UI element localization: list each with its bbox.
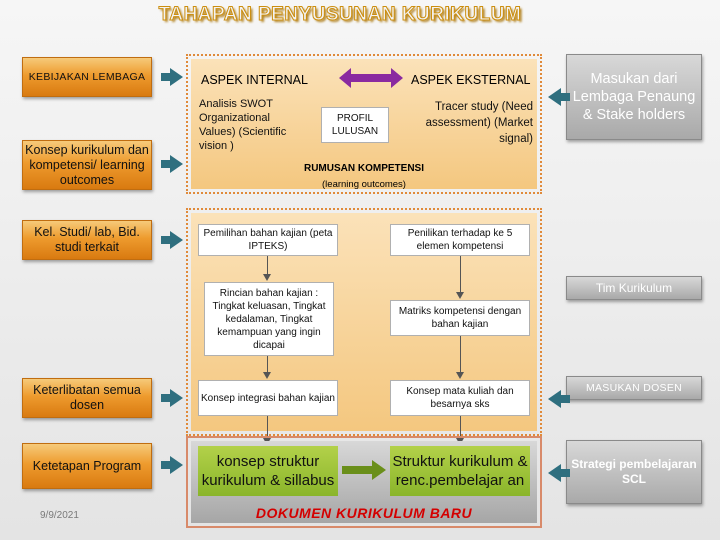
arrow-down-icon <box>263 274 271 281</box>
analisis-swot-text: Analisis SWOT Organizational Values) (Scientific vision ) <box>199 98 287 152</box>
pemilihan-bahan-label: Pemilihan bahan kajian (peta IPTEKS) <box>203 228 333 252</box>
rumusan-kompetensi-label: RUMUSAN KOMPETENSI <box>303 163 424 174</box>
tracer-study-text: Tracer study (Need assessment) (Market signal) <box>425 101 533 145</box>
strategi-pembelajaran-box <box>566 440 702 504</box>
arrow-down-icon <box>456 372 464 379</box>
tim-kurikulum-box <box>566 276 702 300</box>
masukan-lembaga-box <box>566 54 702 140</box>
ketetapan-program-box <box>22 443 152 489</box>
aspek-panel-frame <box>186 54 542 194</box>
arrow-right-icon <box>170 456 183 474</box>
rincian-bahan-box <box>204 282 334 356</box>
arrow-right-icon <box>170 155 183 173</box>
masukan-dosen-box <box>566 376 702 400</box>
konsep-integrasi-box <box>198 380 338 416</box>
kelompok-studi-label: Kel. Studi/ lab, Bid. studi terkait <box>34 225 140 254</box>
arrow-right-icon <box>170 389 183 407</box>
kebijakan-lembaga-label: KEBIJAKAN LEMBAGA <box>28 71 146 83</box>
penilikan-label: Penilikan terhadap ke 5 elemen kompetensi <box>407 228 513 252</box>
matriks-kompetensi-box <box>390 300 530 336</box>
konsep-struktur-box <box>198 446 338 496</box>
profil-lulusan-label: PROFIL LULUSAN <box>331 113 379 137</box>
struktur-kurikulum-box <box>390 446 530 496</box>
keterlibatan-dosen-label: Keterlibatan semua dosen <box>33 383 141 412</box>
arrow-left-icon <box>548 464 561 482</box>
penilikan-box <box>390 224 530 256</box>
matriks-kompetensi-label: Matriks kompetensi dengan bahan kajian <box>398 306 522 330</box>
konsep-integrasi-label: Konsep integrasi bahan kajian <box>201 392 335 404</box>
connector-line <box>460 256 461 294</box>
konsep-kurikulum-box <box>22 140 152 190</box>
konsep-mata-kuliah-label: Konsep mata kuliah dan besarnya sks <box>406 386 514 410</box>
aspek-panel <box>191 59 537 189</box>
aspek-eksternal-label: ASPEK EKSTERNAL <box>411 73 531 87</box>
rumusan-kompetensi-sub: (learning outcomes) <box>322 179 406 190</box>
arrow-right-icon <box>342 460 386 480</box>
konsep-struktur-label: konsep struktur kurikulum & sillabus <box>201 453 335 489</box>
profil-lulusan-box <box>321 107 389 143</box>
arrow-right-icon <box>170 68 183 86</box>
connector-line <box>267 256 268 276</box>
arrow-down-icon <box>456 292 464 299</box>
tim-kurikulum-label: Tim Kurikulum <box>595 281 673 295</box>
slide-date: 9/9/2021 <box>40 510 79 521</box>
aspek-internal-label: ASPEK INTERNAL <box>201 73 308 87</box>
masukan-dosen-label: MASUKAN DOSEN <box>585 382 683 394</box>
kebijakan-lembaga-box <box>22 57 152 97</box>
rincian-bahan-label: Rincian bahan kajian : Tingkat keluasan, Tingkat kedalaman, Tingkat kemampuan yang ingin dicapai <box>212 287 326 351</box>
keterlibatan-dosen-box <box>22 378 152 418</box>
pemilihan-bahan-box <box>198 224 338 256</box>
konsep-kurikulum-label: Konsep kurikulum dan kompetensi/ learning outcomes <box>25 142 149 187</box>
struktur-kurikulum-label: Struktur kurikulum & renc.pembelajar an <box>392 453 528 489</box>
strategi-pembelajaran-label: Strategi pembelajaran SCL <box>571 457 697 486</box>
dokumen-kurikulum-label: DOKUMEN KURIKULUM BARU <box>255 505 473 521</box>
connector-line <box>460 336 461 374</box>
double-arrow-icon <box>339 67 403 89</box>
arrow-left-icon <box>548 88 561 106</box>
masukan-lembaga-label: Masukan dari Lembaga Penaung & Stake holders <box>572 71 696 123</box>
arrow-down-icon <box>263 372 271 379</box>
arrow-left-icon <box>548 390 561 408</box>
ketetapan-program-label: Ketetapan Program <box>32 458 142 473</box>
konsep-mata-kuliah-box <box>390 380 530 416</box>
page-title: TAHAPAN PENYUSUNAN KURIKULUM <box>158 4 522 25</box>
arrow-right-icon <box>170 231 183 249</box>
kelompok-studi-box <box>22 220 152 260</box>
